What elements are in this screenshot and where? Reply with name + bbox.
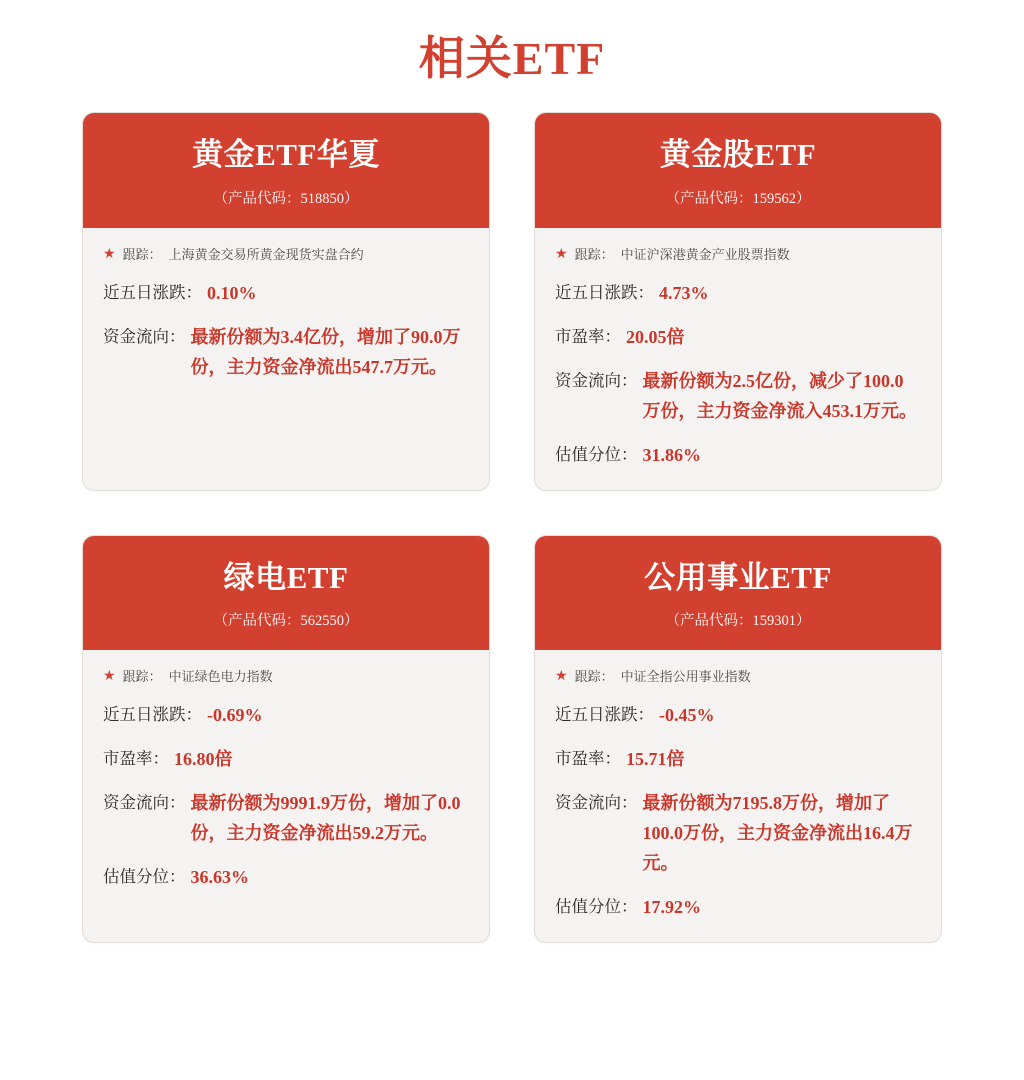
valuation-percentile-value: 31.86% [642,444,701,465]
etf-code: （产品代码：518850） [213,190,359,207]
etf-card-header [83,113,489,228]
five-day-change-label: 近五日涨跌： [103,282,202,302]
track-label: 跟踪： [574,246,614,262]
track-value: 中证沪深港黄金产业股票指数 [620,246,790,262]
etf-code: （产品代码：159301） [665,613,811,630]
etf-card[interactable] [82,112,490,491]
etf-track-row [103,668,469,686]
valuation-percentile-value: 36.63% [190,867,249,888]
pe-ratio-row [103,744,469,774]
etf-track-row [555,668,921,686]
fund-flow-label: 资金流向： [555,793,638,813]
etf-card[interactable] [534,112,942,491]
valuation-percentile-value: 17.92% [642,897,701,918]
valuation-percentile-label: 估值分位： [555,897,638,917]
fund-flow-row [103,322,469,382]
five-day-change-label: 近五日涨跌： [555,282,654,302]
valuation-percentile-row [103,862,469,892]
valuation-percentile-label: 估值分位： [555,444,638,464]
fund-flow-value: 最新份额为7195.8万份，增加了100.0万份，主力资金净流出16.4万元。 [642,793,913,874]
star-icon: ★ [555,669,568,685]
etf-track-row [555,246,921,264]
etf-card-grid [82,112,942,943]
etf-card-body [535,650,941,942]
etf-card-body [83,650,489,942]
five-day-change-value: -0.69% [207,705,263,726]
five-day-change-row [555,278,921,308]
etf-name: 绿电ETF [223,559,349,595]
valuation-percentile-label: 估值分位： [103,867,186,887]
etf-name: 黄金股ETF [659,137,817,172]
five-day-change-row [103,278,469,308]
fund-flow-label: 资金流向： [103,793,186,813]
etf-code: （产品代码：159562） [665,190,811,207]
five-day-change-value: -0.45% [659,705,715,726]
star-icon: ★ [103,669,116,685]
pe-ratio-value: 20.05倍 [626,326,685,347]
pe-ratio-value: 16.80倍 [174,749,233,770]
pe-ratio-row [555,322,921,352]
pe-ratio-row [555,744,921,774]
fund-flow-value: 最新份额为2.5亿份，减少了100.0万份，主力资金净流入453.1万元。 [642,370,917,421]
star-icon: ★ [555,246,568,262]
etf-card-body [83,228,489,490]
five-day-change-value: 0.10% [207,282,257,303]
etf-card-header [535,113,941,228]
pe-ratio-value: 15.71倍 [626,749,685,770]
etf-name: 黄金ETF华夏 [192,137,380,172]
track-value: 中证绿色电力指数 [168,669,273,685]
track-label: 跟踪： [574,669,614,685]
valuation-percentile-row [555,892,921,922]
etf-card-header [83,536,489,651]
track-value: 中证全指公用事业指数 [620,669,751,685]
etf-card-header [535,536,941,651]
fund-flow-label: 资金流向： [555,370,638,390]
fund-flow-value: 最新份额为9991.9万份，增加了0.0份，主力资金净流出59.2万元。 [190,793,461,844]
fund-flow-row [555,788,921,878]
five-day-change-label: 近五日涨跌： [103,705,202,725]
star-icon: ★ [103,246,116,262]
track-label: 跟踪： [122,246,162,262]
etf-card-body [535,228,941,490]
etf-code: （产品代码：562550） [213,613,359,630]
five-day-change-row [555,700,921,730]
page-title: 相关ETF [418,33,606,84]
etf-name: 公用事业ETF [644,559,832,595]
fund-flow-row [103,788,469,848]
etf-card[interactable] [82,535,490,944]
track-value: 上海黄金交易所黄金现货实盘合约 [168,246,364,262]
fund-flow-row [555,366,921,426]
five-day-change-row [103,700,469,730]
valuation-percentile-row [555,440,921,470]
etf-card[interactable] [534,535,942,944]
fund-flow-value: 最新份额为3.4亿份，增加了90.0万份，主力资金净流出547.7万元。 [190,326,461,377]
track-label: 跟踪： [122,669,162,685]
five-day-change-value: 4.73% [659,282,709,303]
pe-ratio-label: 市盈率： [555,326,621,346]
etf-track-row [103,246,469,264]
pe-ratio-label: 市盈率： [103,749,169,769]
fund-flow-label: 资金流向： [103,326,186,346]
pe-ratio-label: 市盈率： [555,749,621,769]
five-day-change-label: 近五日涨跌： [555,705,654,725]
